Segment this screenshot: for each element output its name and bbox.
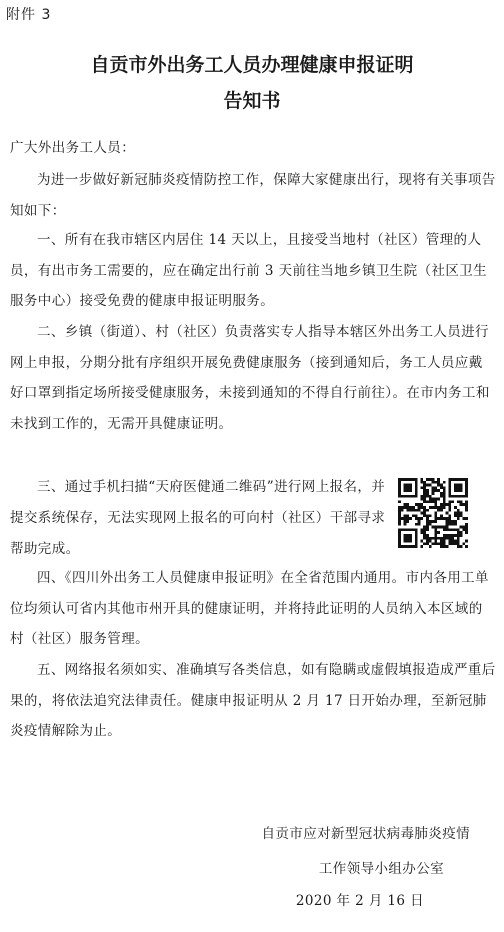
item-2-paragraph: 二、乡镇（街道）、村（社区）负责落实专人指导本辖区外出务工人员进行网上申报，分期分批有序组织开展免费健康服务（接到通知后，务工人员应戴好口罩到指定场所接受健康服务，未接到通知的不得自行前往）。在市内务工和未找到工作的，无需开具健康证明。 [10,324,490,432]
attachment-label: 附件 3 [6,7,52,23]
signature-organization-line2: 工作领导小组办公室 [318,861,444,877]
salutation: 广大外出务工人员： [10,140,136,156]
item-4-paragraph: 四、《四川外出务工人员健康申报证明》在全省范围内通用。市内各用工单位均须认可省内其他市州开具的健康证明，并将持此证明的人员纳入本区域的村（社区）服务管理。 [10,570,489,648]
document-title: 自贡市外出务工人员办理健康申报证明 [90,54,414,76]
item-1-paragraph: 一、所有在我市辖区内居住 14 天以上，且接受当地村（社区）管理的人员，有出市务工需要的，应在确定出行前 3 天前往当地乡镇卫生院（社区卫生服务中心）接受免费的健康申报证明服务。 [10,232,488,310]
intro-paragraph: 为进一步做好新冠肺炎疫情防控工作，保障大家健康出行，现将有关事项告知如下： [10,172,496,219]
signature-date: 2020 年 2 月 16 日 [295,893,424,909]
item-5-paragraph: 五、网络报名须如实、准确填写各类信息，如有隐瞒或虚假填报造成严重后果的，将依法追究法律责任。健康申报证明从 2 月 17 日开始办理，至新冠肺炎疫情解除为止。 [10,662,496,740]
document-title-line2: 告知书 [223,90,281,112]
qr-code-image [398,478,468,548]
signature-organization: 自贡市应对新型冠状病毒肺炎疫情 [261,826,470,842]
item-3-paragraph: 三、通过手机扫描“天府医健通二维码”进行网上报名，并提交系统保存，无法实现网上报名的可向村（社区）干部寻求帮助完成。 [10,479,386,557]
